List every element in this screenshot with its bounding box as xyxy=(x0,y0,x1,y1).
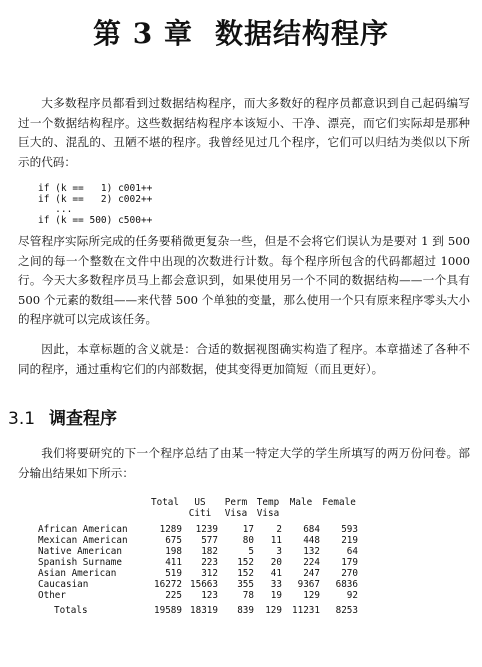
table-cell: 411 xyxy=(165,557,182,568)
column-header: Male xyxy=(289,497,313,508)
table-cell: 64 xyxy=(346,546,358,557)
table-cell: 19589 xyxy=(154,605,182,616)
table-cell: 5 xyxy=(248,546,254,557)
table-row xyxy=(38,579,358,590)
table-cell: 9367 xyxy=(297,579,320,590)
table-row xyxy=(38,535,358,546)
table-cell: 152 xyxy=(237,557,254,568)
chapter-name: 数据结构程序 xyxy=(214,17,389,50)
column-header: Total xyxy=(151,497,179,508)
table-row xyxy=(38,524,358,535)
survey-table xyxy=(38,497,358,616)
table-cell: 684 xyxy=(303,524,320,535)
table-cell: 16272 xyxy=(154,579,182,590)
table-cell: 270 xyxy=(341,568,358,579)
table-cell: 8253 xyxy=(335,605,358,616)
column-header: Perm Visa xyxy=(224,497,248,519)
intro-paragraph-3: 因此，本章标题的含义就是：合适的数据视图确实构造了程序。本章描述了各种不同的程序，通过重构它们的内部数据，使其变得更加简短（而且更好）。 xyxy=(18,342,470,376)
table-cell: 6836 xyxy=(335,579,358,590)
table-cell: 2 xyxy=(276,524,282,535)
table-cell: 223 xyxy=(201,557,218,568)
table-cell: 11 xyxy=(270,535,282,546)
table-row xyxy=(38,568,358,579)
table-cell: 123 xyxy=(201,590,218,601)
table-cell: 182 xyxy=(201,546,218,557)
table-cell: 41 xyxy=(270,568,282,579)
section-heading xyxy=(8,404,117,429)
table-cell: 225 xyxy=(165,590,182,601)
table-cell: 1239 xyxy=(195,524,218,535)
table-cell: 20 xyxy=(270,557,282,568)
table-cell: 448 xyxy=(303,535,320,546)
column-header: Female xyxy=(322,497,356,508)
table-cell: 92 xyxy=(346,590,358,601)
chapter-title xyxy=(0,12,482,52)
table-cell: 577 xyxy=(201,535,218,546)
section-number: 3.1 xyxy=(8,409,36,429)
table-cell: 129 xyxy=(303,590,320,601)
table-header-row xyxy=(38,497,358,519)
table-cell: 593 xyxy=(341,524,358,535)
table-cell: 19 xyxy=(270,590,282,601)
table-cell: 198 xyxy=(165,546,182,557)
table-cell: 355 xyxy=(237,579,254,590)
intro-paragraph-2: 尽管程序实际所完成的任务要稍微更复杂一些，但是不会将它们误认为是要对 1 到 500 之间的每一个整数在文件中出现的次数进行计数。每个程序所包含的代码都超过 1000 行。今天大多数程序员马上都会意识到，如果使用另一个不同的数据结构——一个具有 500 个元素的数组——来代替 500 个单独的变量，那么使用一个只有原来程序零头大小的程序就可以完成该任务。 xyxy=(18,234,470,326)
table-cell: 17 xyxy=(242,524,254,535)
row-label: Caucasian xyxy=(38,579,89,590)
table-cell: 219 xyxy=(341,535,358,546)
table-cell: 3 xyxy=(276,546,282,557)
section-title: 调查程序 xyxy=(49,409,118,429)
code-snippet: if (k == 1) c001++ if (k == 2) c002++ ... if (k == 500) c500++ xyxy=(38,183,153,226)
table-row xyxy=(38,590,358,601)
row-label: African American xyxy=(38,524,128,535)
table-cell: 247 xyxy=(303,568,320,579)
table-cell: 15663 xyxy=(190,579,218,590)
row-label: Native American xyxy=(38,546,122,557)
table-cell: 78 xyxy=(242,590,254,601)
table-cell: 129 xyxy=(265,605,282,616)
totals-row xyxy=(38,601,358,616)
table-cell: 839 xyxy=(237,605,254,616)
column-header: Temp Visa xyxy=(256,497,280,519)
table-cell: 519 xyxy=(165,568,182,579)
table-cell: 152 xyxy=(237,568,254,579)
table-cell: 11231 xyxy=(292,605,320,616)
table-cell: 224 xyxy=(303,557,320,568)
table-row xyxy=(38,546,358,557)
row-label: Mexican American xyxy=(38,535,128,546)
table-cell: 179 xyxy=(341,557,358,568)
row-label: Asian American xyxy=(38,568,117,579)
section-paragraph-1: 我们将要研究的下一个程序总结了由某一特定大学的学生所填写的两万份问卷。部分输出结果如下所示： xyxy=(18,446,470,480)
row-label: Totals xyxy=(54,605,88,616)
table-row xyxy=(38,557,358,568)
table-cell: 18319 xyxy=(190,605,218,616)
chapter-number: 第 3 章 xyxy=(93,17,193,50)
column-header: US Citi xyxy=(188,497,212,519)
table-cell: 675 xyxy=(165,535,182,546)
table-cell: 80 xyxy=(242,535,254,546)
row-label: Other xyxy=(38,590,66,601)
table-body xyxy=(38,524,358,616)
table-cell: 1289 xyxy=(159,524,182,535)
table-cell: 33 xyxy=(270,579,282,590)
table-cell: 312 xyxy=(201,568,218,579)
intro-paragraph-1: 大多数程序员都看到过数据结构程序，而大多数好的程序员都意识到自己起码编写过一个数据结构程序。这些数据结构程序本该短小、干净、漂亮，而它们实际却是那种巨大的、混乱的、丑陋不堪的程序。我曾经见过几个程序，它们可以归结为类似以下所示的代码： xyxy=(18,96,470,169)
table-cell: 132 xyxy=(303,546,320,557)
row-label: Spanish Surname xyxy=(38,557,122,568)
